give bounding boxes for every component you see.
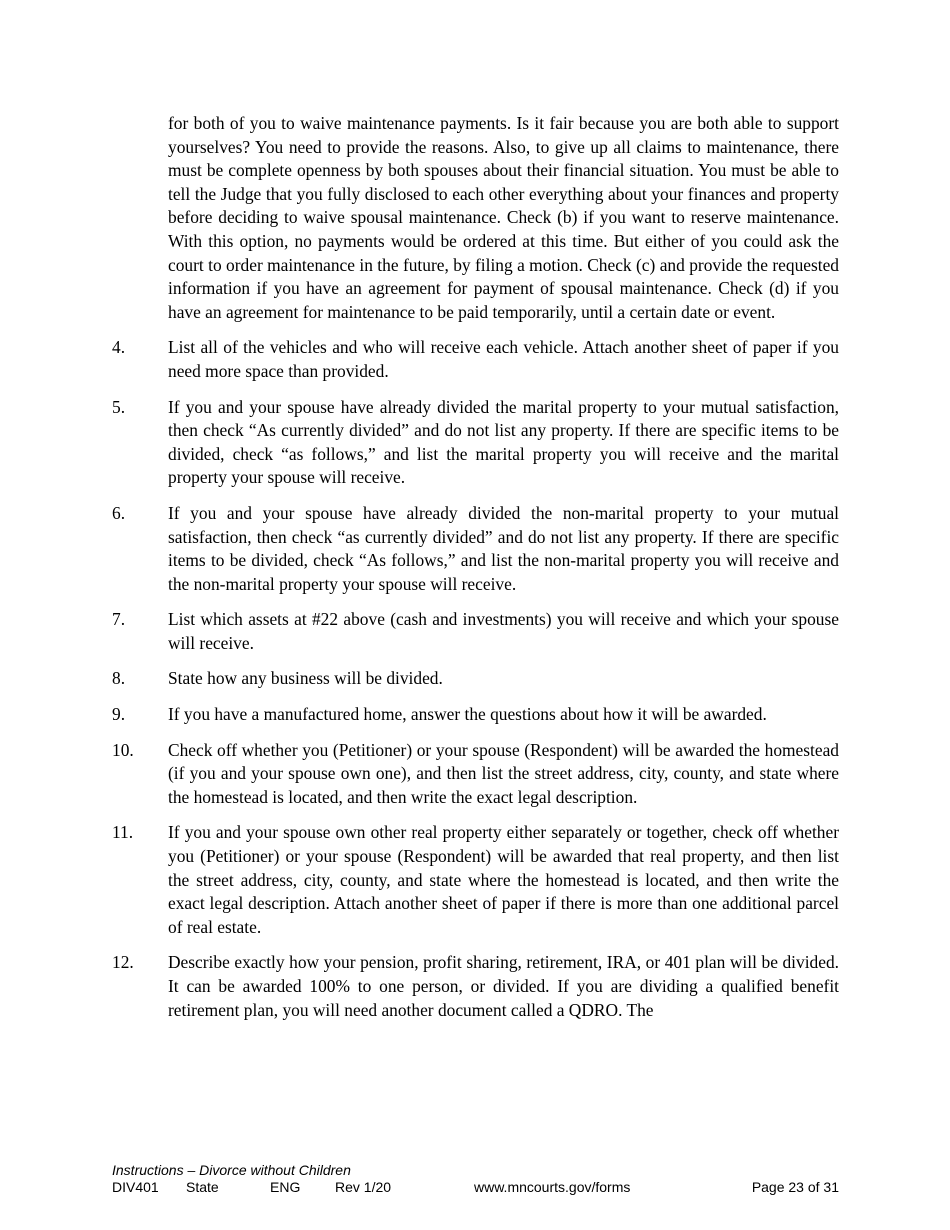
item-number: 11.	[112, 822, 134, 843]
item-text: If you and your spouse own other real property either separately or together, check off whether you (Petitioner) or your spouse (Respondent) will be awarded that real property, and then list the street address, city, county, and state where the homestead is located, and then write the exact legal description. Attach another sheet of paper if there is more than one additional parcel of real estate.	[168, 822, 839, 937]
item-number: 7.	[112, 609, 126, 630]
form-code: DIV401	[112, 1179, 159, 1195]
item-number: 5.	[112, 396, 126, 417]
item-number: 4.	[112, 337, 126, 358]
list-item	[112, 667, 839, 691]
page-footer	[112, 1162, 839, 1196]
page-number: Page 23 of 31	[751, 1179, 839, 1195]
item-number: 12.	[112, 952, 134, 973]
item-text: List all of the vehicles and who will receive each vehicle. Attach another sheet of paper if you need more space than provided.	[168, 337, 839, 381]
form-revision: Rev 1/20	[335, 1179, 392, 1195]
list-item	[112, 608, 839, 655]
footer-document-title: Instructions – Divorce without Children	[112, 1162, 351, 1178]
item-number: 6.	[112, 502, 126, 523]
form-jurisdiction: State	[186, 1179, 219, 1195]
item-text: List which assets at #22 above (cash and investments) you will receive and which your spouse will receive.	[168, 609, 839, 653]
item-text: If you and your spouse have already divided the non-marital property to your mutual satisfaction, then check “as currently divided” and do not list any property. If there are specific items to be divided, check “As follows,” and list the non-marital property you will receive and the non-marital property your spouse will receive.	[168, 502, 839, 594]
item-text: Check off whether you (Petitioner) or your spouse (Respondent) will be awarded the homestead (if you and your spouse own one), and then list the street address, city, county, and state where the homestead is located, and then write the exact legal description.	[168, 739, 839, 807]
list-item	[112, 336, 839, 383]
continued-paragraph: for both of you to waive maintenance payments. Is it fair because you are both able to support yourselves? You need to provide the reasons. Also, to give up all claims to maintenance, there must be complete openness by both spouses about their financial situation. You must be able to tell the Judge that you fully disclosed to each other everything about your finances and property before deciding to waive spousal maintenance. Check (b) if you want to reserve maintenance. With this option, no payments would be ordered at this time. But either of you could ask the court to order maintenance in the future, by filing a motion. Check (c) and provide the requested information if you have an agreement for payment of spousal maintenance. Check (d) if you have an agreement for maintenance to be paid temporarily, until a certain date or event.	[168, 113, 839, 322]
item-text: If you and your spouse have already divided the marital property to your mutual satisfaction, then check “As currently divided” and do not list any property. If there are specific items to be divided, check “as follows,” and list the marital property you will receive and the marital property your spouse will receive.	[168, 396, 839, 488]
item-text: Describe exactly how your pension, profit sharing, retirement, IRA, or 401 plan will be divided. It can be awarded 100% to one person, or divided. If you are dividing a qualified benefit retirement plan, you will need another document called a QDRO. The	[168, 952, 839, 1020]
list-item	[112, 502, 839, 596]
item-text: State how any business will be divided.	[168, 668, 443, 689]
item-text: If you have a manufactured home, answer the questions about how it will be awarded.	[168, 704, 767, 725]
item-number: 8.	[112, 668, 126, 689]
list-item	[112, 396, 839, 490]
footer-meta-row	[112, 1179, 839, 1196]
item-number: 9.	[112, 704, 126, 725]
list-item	[112, 703, 839, 727]
item-number: 10.	[112, 739, 134, 760]
list-item	[112, 739, 839, 810]
list-item	[112, 951, 839, 1022]
forms-url: www.mncourts.gov/forms	[474, 1179, 631, 1195]
list-item	[112, 821, 839, 939]
document-body	[112, 112, 839, 1022]
form-language: ENG	[270, 1179, 301, 1195]
